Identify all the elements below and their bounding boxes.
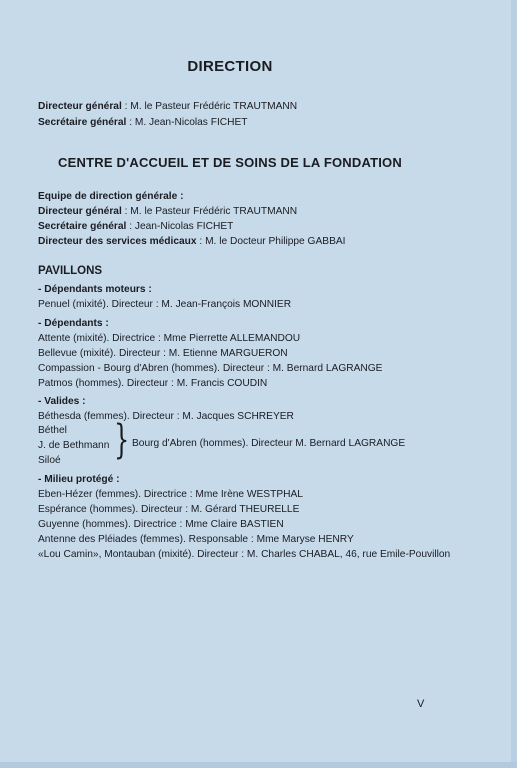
group-heading-valides: - Valides : <box>38 396 86 407</box>
list-item: J. de Bethmann <box>38 440 110 451</box>
list-item: Penuel (mixité). Directeur : M. Jean-François MONNIER <box>38 299 292 310</box>
brace-label: Bourg d'Abren (hommes). Directeur M. Bernard LAGRANGE <box>132 438 406 449</box>
list-item: Siloé <box>38 455 61 466</box>
list-item: Espérance (hommes). Directeur : M. Gérard THEURELLE <box>38 504 300 515</box>
equipe-line-3: Directeur des services médicaux : M. le Docteur Philippe GABBAI <box>38 236 346 247</box>
page-title: DIRECTION <box>187 58 273 75</box>
curly-brace-icon: } <box>114 417 130 463</box>
list-item: Guyenne (hommes). Directrice : Mme Claire BASTIEN <box>38 519 284 530</box>
section-title-centre: CENTRE D'ACCUEIL ET DE SOINS DE LA FONDATION <box>58 155 402 170</box>
list-item: «Lou Camin», Montauban (mixité). Directeur : M. Charles CHABAL, 46, rue Emile-Pouvillon <box>38 549 451 560</box>
group-heading-dependants-moteurs: - Dépendants moteurs : <box>38 284 152 295</box>
pavillons-heading: PAVILLONS <box>38 265 103 277</box>
equipe-line-2: Secrétaire général : Jean-Nicolas FICHET <box>38 221 234 232</box>
list-item: Compassion - Bourg d'Abren (hommes). Directeur : M. Bernard LAGRANGE <box>38 363 383 374</box>
group-heading-dependants: - Dépendants : <box>38 318 109 329</box>
list-item: Attente (mixité). Directrice : Mme Pierrette ALLEMANDOU <box>38 333 301 344</box>
list-item: Eben-Hézer (femmes). Directrice : Mme Irène WESTPHAL <box>38 489 303 500</box>
page-number: V <box>417 698 425 710</box>
page-edge-right <box>511 0 517 768</box>
list-item: Béthesda (femmes). Directeur : M. Jacques SCHREYER <box>38 411 294 422</box>
direction-line-2: Secrétaire général : M. Jean-Nicolas FICHET <box>38 117 248 128</box>
group-heading-milieu-protege: - Milieu protégé : <box>38 474 120 485</box>
equipe-heading: Equipe de direction générale : <box>38 191 184 202</box>
list-item: Bellevue (mixité). Directeur : M. Etienne MARGUERON <box>38 348 288 359</box>
page-edge-bottom <box>0 762 517 768</box>
list-item: Patmos (hommes). Directeur : M. Francis COUDIN <box>38 378 268 389</box>
equipe-line-1: Directeur général : M. le Pasteur Frédéric TRAUTMANN <box>38 206 298 217</box>
list-item: Béthel <box>38 425 67 436</box>
direction-line-1: Directeur général : M. le Pasteur Frédéric TRAUTMANN <box>38 101 298 112</box>
list-item: Antenne des Pléiades (femmes). Responsable : Mme Maryse HENRY <box>38 534 354 545</box>
